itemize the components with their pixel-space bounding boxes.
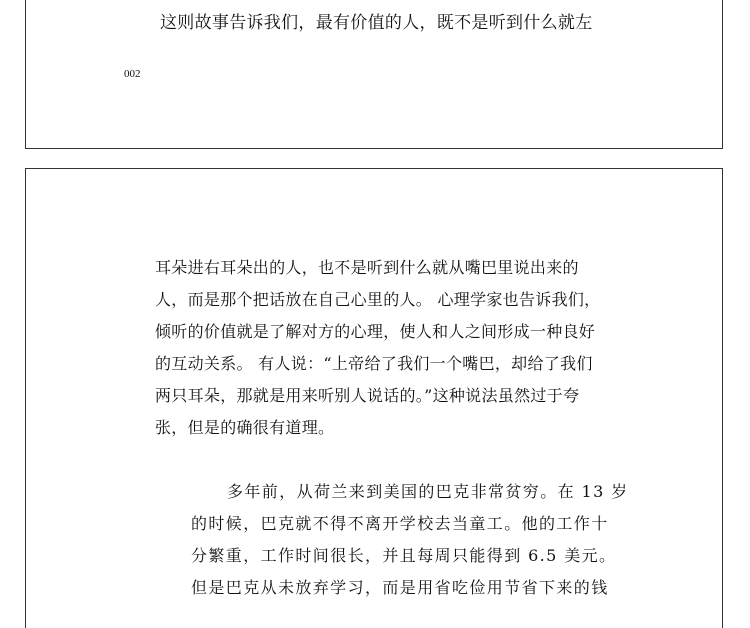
paragraph-2-line: 分繁重，工作时间很长，并且每周只能得到 6.5 美元。 (191, 546, 617, 565)
paragraph-1-line: 的互动关系。 有人说：“上帝给了我们一个嘴巴，却给了我们 (155, 354, 593, 373)
bottom-page (25, 168, 723, 628)
paragraph-2-quote (191, 476, 629, 604)
paragraph-2-line: 多年前，从荷兰来到美国的巴克非常贫穷。在 13 岁 (227, 482, 629, 501)
paragraph-1-line: 人，而是那个把话放在自己心里的人。 心理学家也告诉我们， (155, 290, 601, 309)
paragraph-1-line: 倾听的价值就是了解对方的心理，使人和人之间形成一种良好 (155, 322, 596, 341)
paragraph-1-line: 张，但是的确很有道理。 (155, 418, 335, 437)
top-page (25, 0, 723, 149)
top-page-text-line: 这则故事告诉我们，最有价值的人，既不是听到什么就左 (160, 13, 593, 33)
paragraph-1-line: 耳朵进右耳朵出的人，也不是听到什么就从嘴巴里说出来的 (155, 258, 579, 277)
paragraph-1 (155, 252, 601, 444)
paragraph-1-line: 两只耳朵，那就是用来听别人说话的。”这种说法虽然过于夸 (155, 386, 580, 405)
paragraph-2-line: 的时候，巴克就不得不离开学校去当童工。他的工作十 (191, 514, 609, 533)
paragraph-2-line: 但是巴克从未放弃学习，而是用省吃俭用节省下来的钱 (191, 578, 609, 597)
page-number: 002 (124, 68, 141, 80)
